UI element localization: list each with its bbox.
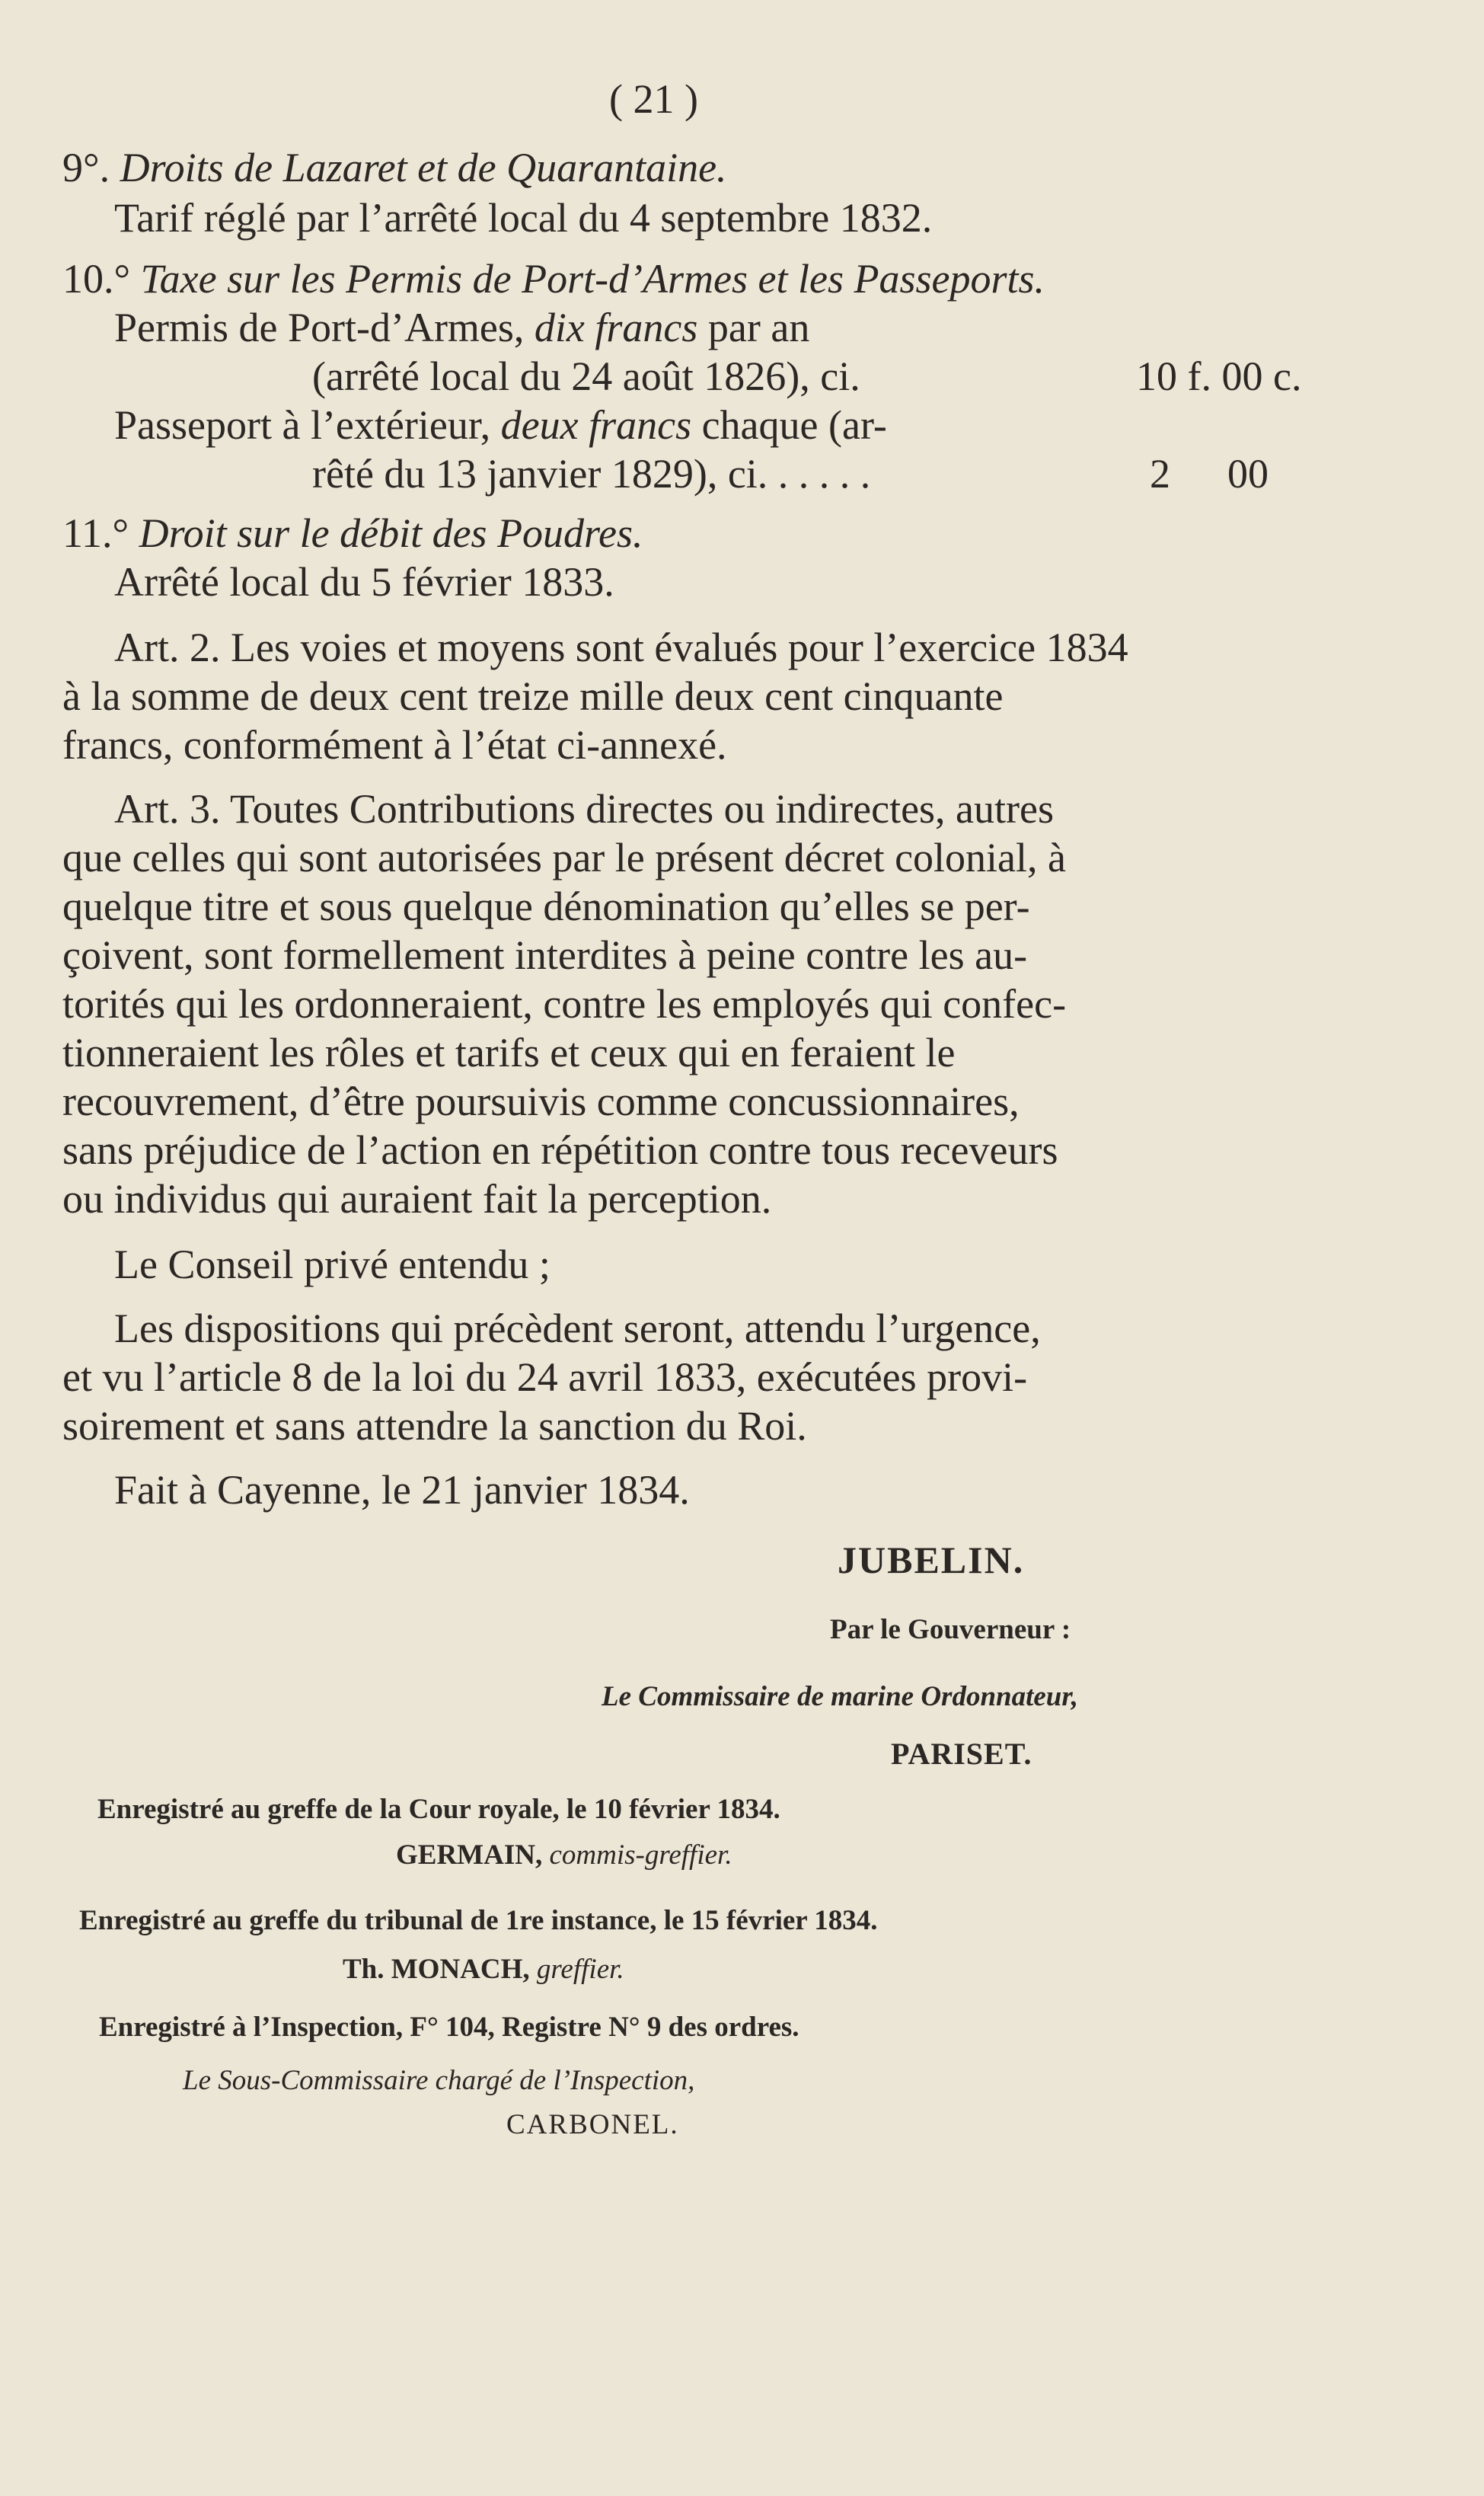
par-le-gouverneur: Par le Gouverneur : [830,1614,1071,1645]
page-number: ( 21 ) [609,76,698,122]
permis-line-2: (arrêté local du 24 août 1826), ci. [312,353,860,399]
registration-inspection-role: Le Sous-Commissaire chargé de l’Inspection, [183,2065,695,2096]
passeport-amount-centimes: 00 [1227,451,1269,497]
fait-line: Fait à Cayenne, le 21 janvier 1834. [114,1467,690,1513]
art3-line: Art. 3. Toutes Contributions directes ou indirectes, autres [114,786,1054,832]
item-11-number: 11.° [62,510,129,556]
item-9-number: 9°. [62,145,110,190]
art3-line: torités qui les ordonneraient, contre les employés qui confec- [62,981,1067,1027]
art2-line: francs, conformément à l’état ci-annexé. [62,722,727,768]
registration-inspection-name: CARBONEL. [506,2109,679,2140]
item-9-text: Tarif réglé par l’arrêté local du 4 septembre 1832. [114,195,933,241]
registration-cour-line: Enregistré au greffe de la Cour royale, le 10 février 1834. [97,1794,780,1825]
art3-line: recouvrement, d’être poursuivis comme concussionnaires, [62,1079,1020,1124]
item-11-title: Droit sur le débit des Poudres. [139,510,643,556]
signature-pariset: PARISET. [891,1737,1032,1771]
conseil-line: Le Conseil privé entendu ; [114,1242,551,1287]
passeport-amount-francs: 2 [1150,451,1170,497]
art3-line: sans préjudice de l’action en répétition contre tous receveurs [62,1127,1058,1173]
art3-line: que celles qui sont autorisées par le présent décret colonial, à [62,835,1066,880]
passeport-line-2: rêté du 13 janvier 1829), ci. . . . . . [312,451,871,497]
dispositions-line: et vu l’article 8 de la loi du 24 avril 1833, exécutées provi- [62,1354,1028,1400]
art2-line: à la somme de deux cent treize mille deux cent cinquante [62,673,1004,719]
art3-line: quelque titre et sous quelque dénomination qu’elles se per- [62,884,1030,929]
permis-line-1: Permis de Port-d’Armes, dix francs par an [114,305,810,350]
dispositions-line: Les dispositions qui précèdent seront, attendu l’urgence, [114,1306,1041,1351]
art3-line: tionneraient les rôles et tarifs et ceux qui en feraient le [62,1030,956,1075]
item-10-title: Taxe sur les Permis de Port-d’Armes et les Passeports. [140,256,1045,302]
dispositions-line: soirement et sans attendre la sanction du Roi. [62,1403,807,1449]
item-9-title: Droits de Lazaret et de Quarantaine. [120,145,727,190]
art3-line: çoivent, sont formellement interdites à peine contre les au- [62,932,1028,978]
item-10-heading [62,256,1045,302]
item-11-text: Arrêté local du 5 février 1833. [114,559,614,605]
commissaire-title: Le Commissaire de marine Ordonnateur, [602,1681,1078,1712]
item-10-number: 10.° [62,256,131,302]
registration-cour-sign: GERMAIN, commis-greffier. [396,1839,732,1871]
registration-tribunal-sign: Th. MONACH, greffier. [343,1954,624,1985]
registration-inspection-line: Enregistré à l’Inspection, F° 104, Registre N° 9 des ordres. [99,2012,799,2043]
passeport-line-1: Passeport à l’extérieur, deux francs chaque (ar- [114,402,887,448]
signature-jubelin: JUBELIN. [838,1539,1025,1581]
item-9-heading [62,145,727,190]
item-11-heading [62,510,643,556]
registration-tribunal-line: Enregistré au greffe du tribunal de 1re instance, le 15 février 1834. [79,1905,878,1936]
permis-amount: 10 f. 00 c. [1136,353,1302,399]
art3-line: ou individus qui auraient fait la perception. [62,1176,772,1222]
art2-line: Art. 2. Les voies et moyens sont évalués pour l’exercice 1834 [114,625,1128,670]
